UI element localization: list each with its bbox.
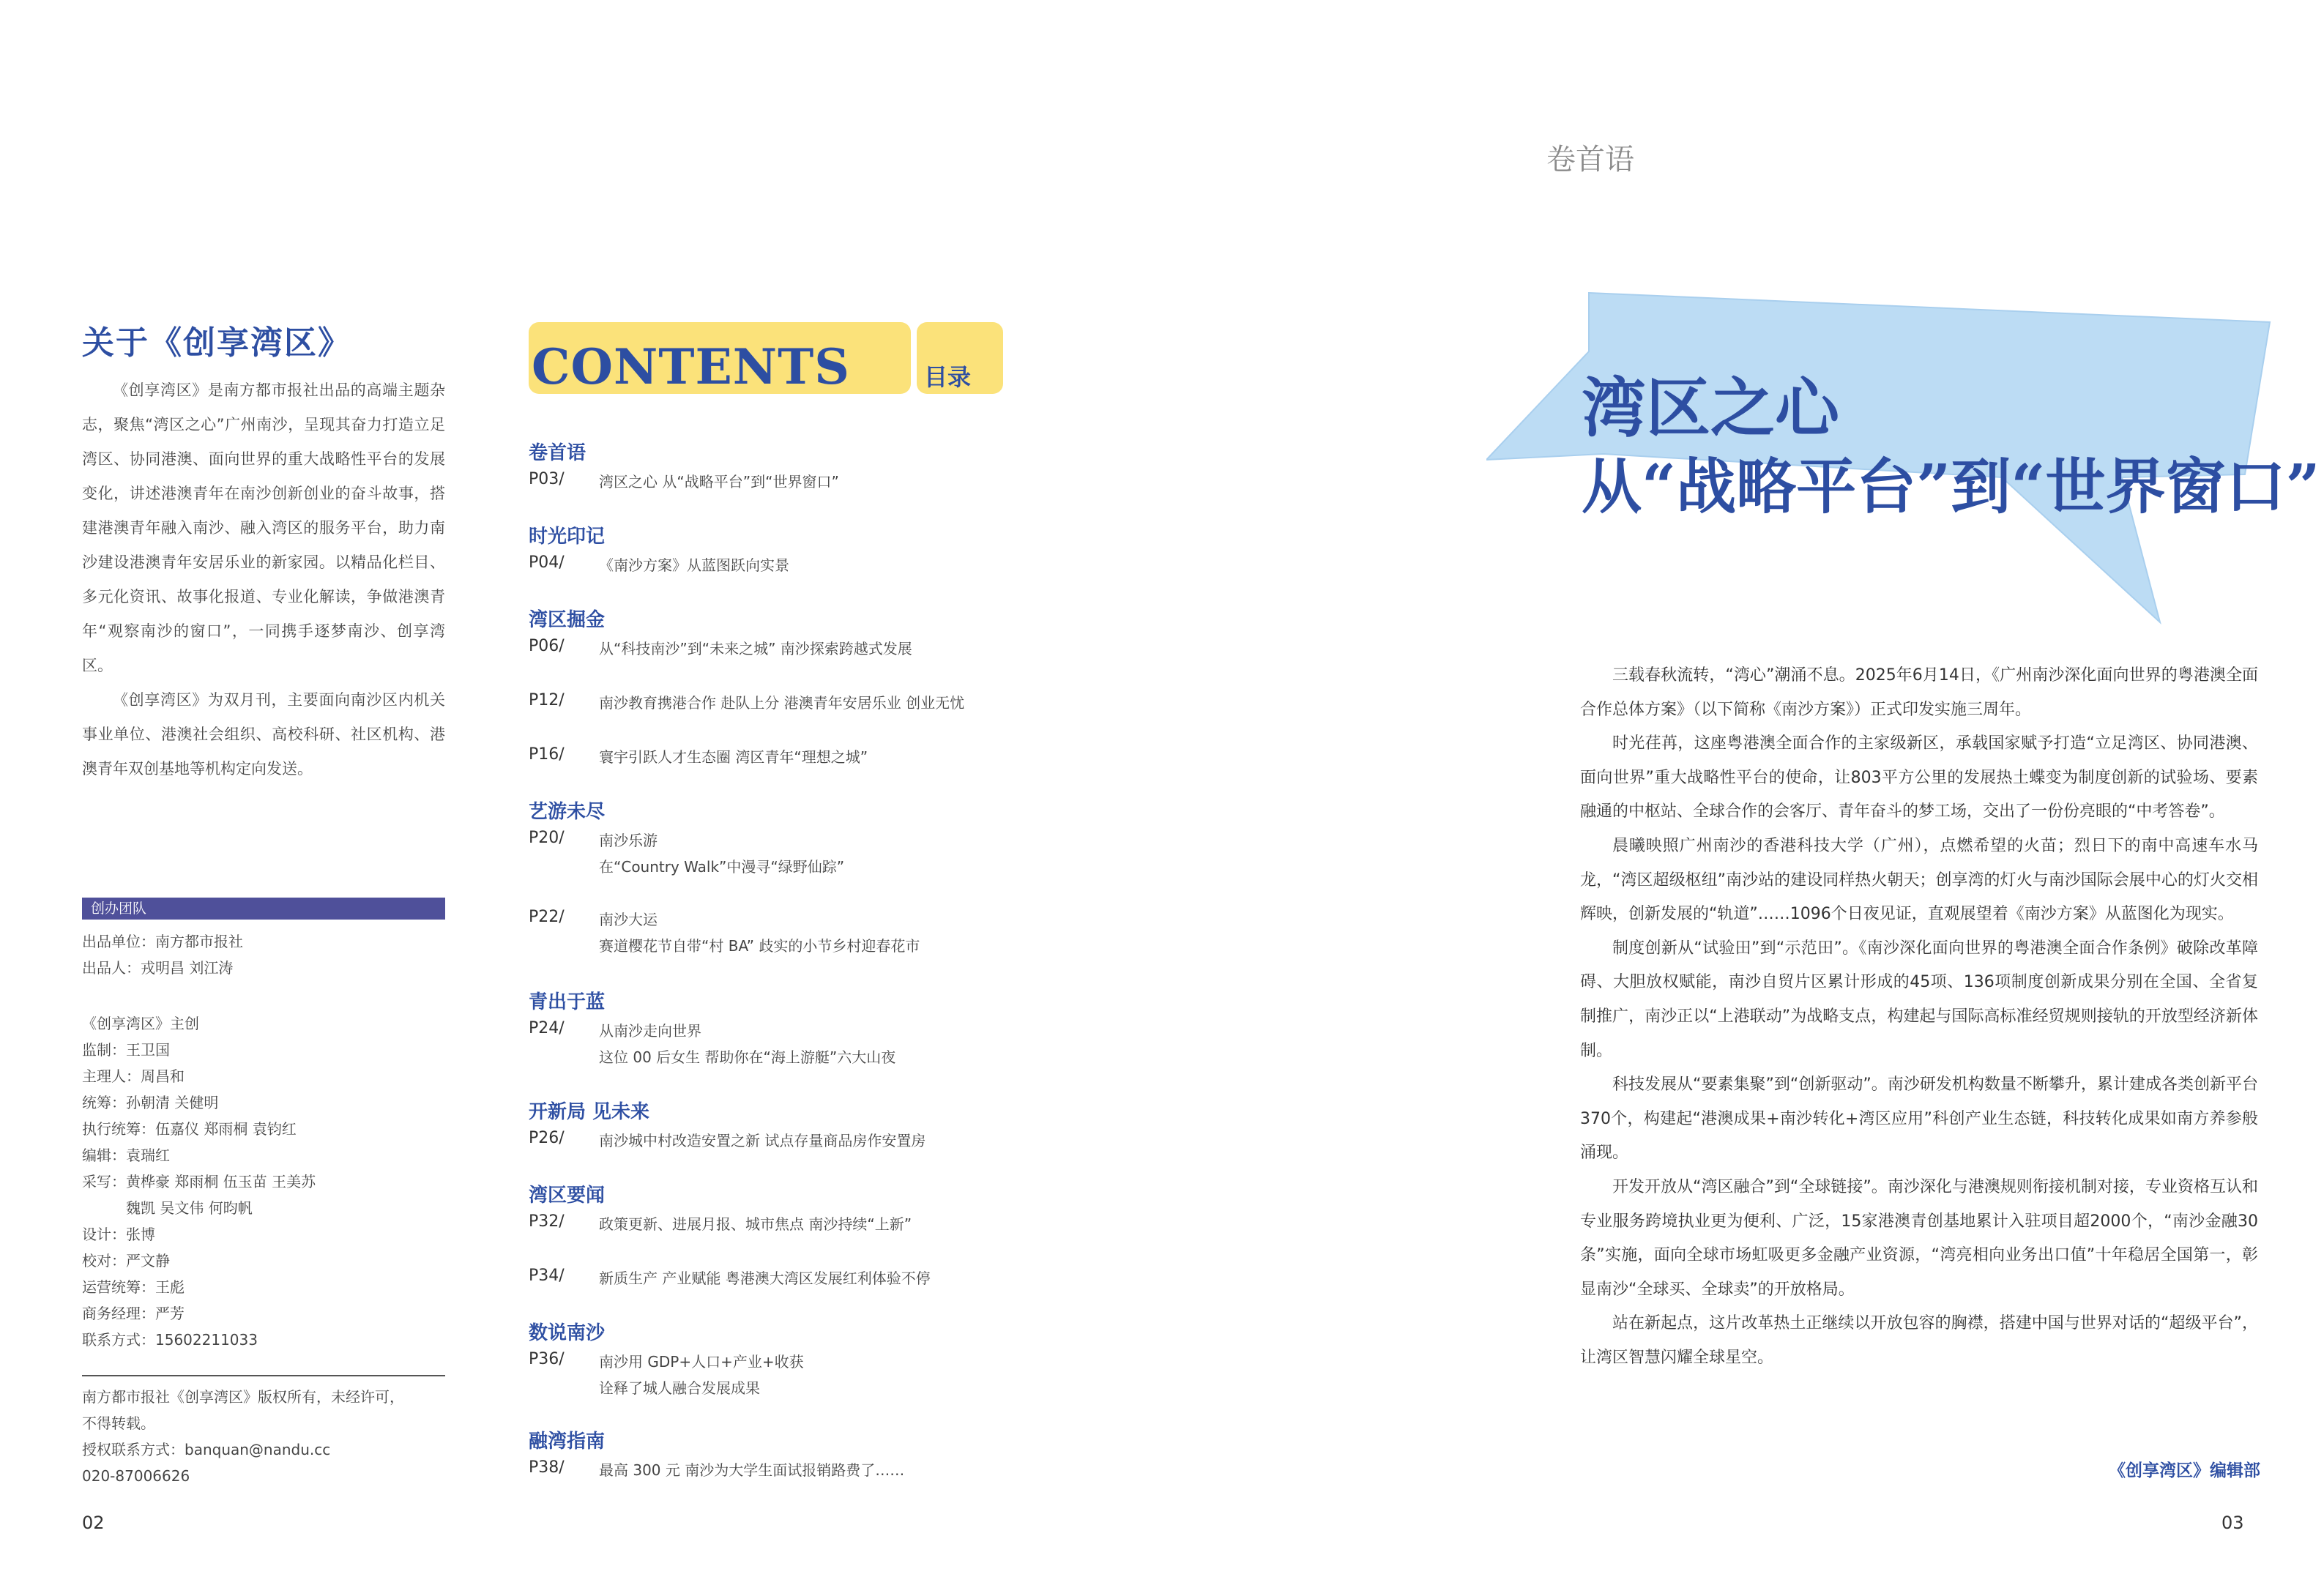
article-paragraph: 制度创新从“试验田”到“示范田”。《南沙深化面向世界的粤港澳全面合作条例》破除改革障碍、大胆放权赋能，南沙自贸片区累计形成的45项、136项制度创新成果分别在全国、全省复制推广，南沙正以“上港联动”为战略支点，构建起与国际高标准经贸规则接轨的开放型经济新体制。 <box>1580 939 2258 1060</box>
staff-line: 魏凯 吴文伟 何昀帆 <box>126 1199 253 1217</box>
staff-line: 校对：严文静 <box>82 1252 170 1270</box>
toc-page-number: P24/ <box>529 1019 565 1037</box>
toc-entry[interactable] <box>529 691 997 713</box>
about-title: 关于《创享湾区》 <box>82 324 351 362</box>
toc-entry-text: 南沙教育携港合作 赴队上分 港澳青年安居乐业 创业无忧 <box>599 694 965 712</box>
staff-line: 编辑：袁瑞红 <box>82 1147 170 1164</box>
staff-line: 统筹：孙朝清 关健明 <box>82 1094 219 1111</box>
toc-entry[interactable] <box>529 829 997 877</box>
toc-entry[interactable] <box>529 1458 997 1480</box>
section-label: 卷首语 <box>1546 143 1634 176</box>
toc-entry-subtext: 赛道樱花节自带“村 BA” 歧实的小节乡村迎春花市 <box>599 937 920 955</box>
article-paragraph: 三载春秋流转，“湾心”潮涌不息。2025年6月14日，《广州南沙深化面向世界的粤港澳全面合作总体方案》（以下简称《南沙方案》）正式印发实施三周年。 <box>1580 666 2258 719</box>
toc-section-title: 时光印记 <box>529 526 606 548</box>
toc-entry[interactable] <box>529 1267 997 1289</box>
staff-line: 商务经理：严芳 <box>82 1305 185 1322</box>
copyright-line: 南方都市报社《创享湾区》版权所有，未经许可， <box>82 1388 404 1406</box>
article-paragraph: 开发开放从“湾区融合”到“全球链接”。南沙深化与港澳规则衔接机制对接，专业资格互认和专业服务跨境执业更为便利、广泛，15家港澳青创基地累计入驻项目超2000个，“南沙金融30条”实施，面向全球市场虹吸更多金融产业资源，“湾亮相向业务出口值”十年稳居全国第一，彰显南沙“全球买、全球卖”的开放格局。 <box>1580 1177 2258 1299</box>
article-body <box>1580 659 2258 1375</box>
toc-entry[interactable] <box>529 1019 997 1067</box>
toc-entry-subtext: 在“Country Walk”中漫寻“绿野仙踪” <box>599 858 845 876</box>
toc-entry-text: 从“科技南沙”到“未来之城” 南沙探索跨越式发展 <box>599 640 912 657</box>
toc-section-title: 湾区要闻 <box>529 1185 606 1207</box>
headline-line-1: 湾区之心 <box>1582 370 1840 446</box>
toc-page-number: P12/ <box>529 691 565 709</box>
staff-line: 主理人：周昌和 <box>82 1067 185 1085</box>
toc-entry-text: 南沙城中村改造安置之新 试点存量商品房作安置房 <box>599 1132 926 1149</box>
about-paragraph: 《创享湾区》是南方都市报社出品的高端主题杂志，聚焦“湾区之心”广州南沙，呈现其奋力打造立足湾区、协同港澳、面向世界的重大战略性平台的发展变化，讲述港澳青年在南沙创新创业的奋斗故事，搭建港澳青年融入南沙、融入湾区的服务平台，助力南沙建设港澳青年安居乐业的新家园。以精品化栏目、多元化资讯、故事化报道、专业化解读，争做港澳青年“观察南沙的窗口”，一同携手逐梦南沙、创享湾区。 <box>82 381 445 674</box>
toc-entry[interactable] <box>529 1129 997 1151</box>
toc-entry-text: 政策更新、进展月报、城市焦点 南沙持续“上新” <box>599 1215 912 1233</box>
article-paragraph: 时光荏苒，这座粤港澳全面合作的主家级新区，承载国家赋予打造“立足湾区、协同港澳、面向世界”重大战略性平台的使命，让803平方公里的发展热土蝶变为制度创新的试验场、要素融通的中枢站、全球合作的会客厅、青年奋斗的梦工场，交出了一份份亮眼的“中考答卷”。 <box>1580 734 2258 821</box>
toc-entry-text: 南沙用 GDP+人口+产业+收获 <box>599 1353 804 1371</box>
toc-page-number: P03/ <box>529 470 565 488</box>
publisher-info <box>82 928 445 981</box>
toc-page-number: P32/ <box>529 1212 565 1231</box>
about-body <box>82 373 445 786</box>
headline-line-2: 从“战略平台”到“世界窗口” <box>1582 452 2320 522</box>
contents-subtitle: 目录 <box>924 363 972 391</box>
toc-section-title: 融湾指南 <box>529 1431 606 1453</box>
about-paragraph: 《创享湾区》为双月刊，主要面向南沙区内机关事业单位、港澳社会组织、高校科研、社区机构、港澳青年双创基地等机构定向发送。 <box>82 691 445 778</box>
article-paragraph: 科技发展从“要素集聚”到“创新驱动”。南沙研发机构数量不断攀升，累计建成各类创新平台370个，构建起“港澳成果+南沙转化+湾区应用”科创产业生态链，科技转化成果如南方养参般涌现。 <box>1580 1075 2258 1163</box>
staff-line: 联系方式：15602211033 <box>82 1331 258 1349</box>
toc-entry[interactable] <box>529 1212 997 1234</box>
toc-entry-text: 寰宇引跃人才生态圈 湾区青年“理想之城” <box>599 748 868 766</box>
toc-entry[interactable] <box>529 1350 997 1398</box>
toc-entry[interactable] <box>529 553 997 575</box>
toc-section-title: 数说南沙 <box>529 1322 606 1344</box>
staff-line: 设计：张博 <box>82 1226 155 1243</box>
toc-entry[interactable] <box>529 908 997 956</box>
toc-page-number: P20/ <box>529 829 565 847</box>
publisher-line: 出品单位：南方都市报社 <box>82 933 243 950</box>
toc-entry-text: 最高 300 元 南沙为大学生面试报销路费了…… <box>599 1461 905 1479</box>
toc-section-title: 开新局 见未来 <box>529 1101 650 1123</box>
toc-entry-text: 湾区之心 从“战略平台”到“世界窗口” <box>599 473 839 491</box>
toc-entry-subtext: 诠释了城人融合发展成果 <box>599 1379 760 1397</box>
copyright-line: 不得转载。 <box>82 1414 155 1432</box>
article-paragraph: 晨曦映照广州南沙的香港科技大学（广州），点燃希望的火苗；烈日下的南中高速车水马龙，“湾区超级枢纽”南沙站的建设同样热火朝天；创享湾的灯火与南沙国际会展中心的灯火交相辉映，创新发展的“轨道”……1096个日夜见证，直观展望着《南沙方案》从蓝图化为现实。 <box>1580 836 2258 924</box>
contents-title: CONTENTS <box>532 338 850 395</box>
toc-page-number: P36/ <box>529 1350 565 1368</box>
page-number-left: 02 <box>82 1513 105 1533</box>
toc-page-number: P26/ <box>529 1129 565 1147</box>
divider <box>82 1375 445 1376</box>
toc-page-number: P22/ <box>529 908 565 926</box>
toc-entry-subtext: 这位 00 后女生 帮助你在“海上游艇”六大山夜 <box>599 1048 896 1066</box>
copyright-line: 授权联系方式：banquan@nandu.cc <box>82 1441 331 1458</box>
publisher-line: 出品人：戎明昌 刘江涛 <box>82 959 234 977</box>
toc-entry-text: 南沙乐游 <box>599 832 658 849</box>
copyright-line: 020-87006626 <box>82 1467 190 1485</box>
toc-page-number: P16/ <box>529 745 565 764</box>
team-heading-bar: 创办团队 <box>82 898 445 920</box>
toc-entry-text: 《南沙方案》从蓝图跃向实景 <box>599 556 789 574</box>
staff-line: 执行统筹：伍嘉仪 郑雨桐 袁钧红 <box>82 1120 297 1138</box>
toc-section-title: 青出于蓝 <box>529 991 606 1013</box>
toc-page-number: P34/ <box>529 1267 565 1285</box>
toc-entry-text: 南沙大运 <box>599 911 658 928</box>
staff-line: 《创享湾区》主创 <box>82 1015 199 1032</box>
toc-page-number: P38/ <box>529 1458 565 1477</box>
toc-section-title: 艺游未尽 <box>529 801 606 823</box>
page-number-right: 03 <box>2221 1513 2244 1533</box>
toc-page-number: P06/ <box>529 637 565 655</box>
toc-entry[interactable] <box>529 470 997 492</box>
toc-entry-text: 新质生产 产业赋能 粤港澳大湾区发展红利体验不停 <box>599 1270 931 1287</box>
staff-line: 采写：黄桦豪 郑雨桐 伍玉苗 王美苏 <box>82 1173 316 1190</box>
toc-entry[interactable] <box>529 745 997 767</box>
toc-entry-text: 从南沙走向世界 <box>599 1022 701 1040</box>
staff-list <box>82 1010 445 1353</box>
article-signature: 《创享湾区》编辑部 <box>2109 1461 2260 1480</box>
toc-entry[interactable] <box>529 637 997 659</box>
staff-line: 运营统筹：王彪 <box>82 1278 185 1296</box>
toc-section-title: 卷首语 <box>529 442 586 464</box>
toc-section-title: 湾区掘金 <box>529 609 606 631</box>
toc-page-number: P04/ <box>529 553 565 572</box>
copyright-block <box>82 1384 445 1489</box>
article-paragraph: 站在新起点，这片改革热土正继续以开放包容的胸襟，搭建中国与世界对话的“超级平台”，让湾区智慧闪耀全球星空。 <box>1580 1314 2258 1367</box>
staff-line: 监制：王卫国 <box>82 1041 170 1059</box>
